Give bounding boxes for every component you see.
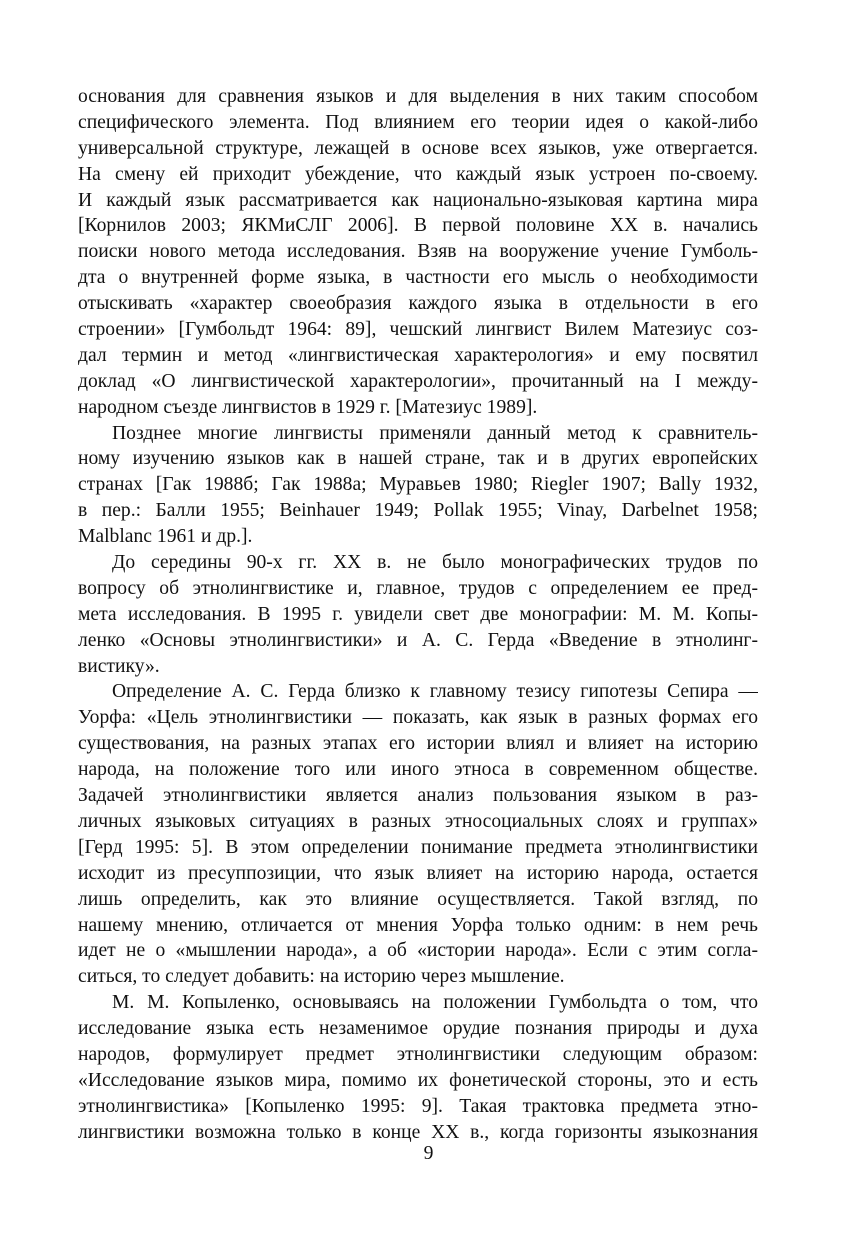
text-line: личных языковых ситуациях в разных этносоциальных слоях и группах» — [78, 810, 758, 832]
text-line: специфического элемента. Под влиянием его теории идея о какой-либо — [78, 111, 758, 133]
paragraph-5 — [78, 990, 758, 1145]
text-line: исследование языка есть незаменимое орудие познания природы и духа — [78, 1018, 758, 1040]
text-line: идет не о «мышлении народа», а об «истории народа». Если с этим согла- — [78, 940, 758, 962]
text-line: исходит из пресуппозиции, что язык влияет на историю народа, остается — [78, 862, 758, 884]
text-line: странах [Гак 1988б; Гак 1988а; Муравьев 1980; Riegler 1907; Bally 1932, — [78, 474, 758, 496]
text-line: Задачей этнолингвистики является анализ пользования языком в раз- — [78, 785, 758, 807]
text-line: На смену ей приходит убеждение, что каждый язык устроен по-своему. — [78, 163, 758, 185]
text-line: в пер.: Балли 1955; Beinhauer 1949; Pollak 1955; Vinay, Darbelnet 1958; — [78, 500, 758, 522]
text-line: нашему мнению, отличается от мнения Уорфа только одним: в нем речь — [78, 914, 758, 936]
text-line: основания для сравнения языков и для выделения в них таким способом — [78, 86, 758, 107]
text-line: [Герд 1995: 5]. В этом определении понимание предмета этнолингвистики — [78, 836, 758, 858]
text-line: М. М. Копыленко, основываясь на положении Гумбольдта о том, что — [112, 992, 758, 1014]
text-line: [Корнилов 2003; ЯКМиСЛГ 2006]. В первой половине XX в. начались — [78, 215, 758, 237]
text-line: народов, формулирует предмет этнолингвистики следующим образом: — [78, 1043, 758, 1065]
text-line: Позднее многие лингвисты применяли данный метод к сравнитель- — [112, 422, 758, 444]
text-line: дта о внутренней форме языка, в частности его мысль о необходимости — [78, 267, 758, 289]
text-line: народа, на положение того или иного этноса в современном обществе. — [78, 759, 758, 781]
text-line: лишь определить, как это влияние осуществляется. Такой взгляд, по — [78, 888, 758, 910]
paragraph-1 — [78, 84, 758, 421]
text-line: Malblanc 1961 и др.]. — [78, 526, 253, 548]
text-line: До середины 90-х гг. XX в. не было монографических трудов по — [112, 552, 758, 574]
text-line: вопросу об этнолингвистике и, главное, трудов с определением ее пред- — [78, 577, 758, 599]
paragraph-4 — [78, 679, 758, 990]
text-line: этнолингвистика» [Копыленко 1995: 9]. Такая трактовка предмета этно- — [78, 1095, 758, 1117]
text-line: вистику». — [78, 655, 160, 677]
text-line: ситься, то следует добавить: на историю через мышление. — [78, 966, 565, 988]
paragraph-2 — [78, 421, 758, 550]
text-line: И каждый язык рассматривается как национально-языковая картина мира — [78, 189, 758, 211]
text-line: «Исследование языков мира, помимо их фонетической стороны, это и есть — [78, 1069, 758, 1091]
page-number: 9 — [423, 1143, 434, 1164]
text-line: лингвистики возможна только в конце XX в., когда горизонты языкознания — [78, 1121, 758, 1143]
text-line: мета исследования. В 1995 г. увидели свет две монографии: М. М. Копы- — [78, 603, 758, 625]
text-line: Уорфа: «Цель этнолингвистики — показать, как язык в разных формах его — [78, 707, 758, 729]
text-line: ленко «Основы этнолингвистики» и А. С. Герда «Введение в этнолинг- — [78, 629, 758, 651]
paragraph-3 — [78, 550, 758, 679]
text-line: универсальной структуре, лежащей в основе всех языков, уже отвергается. — [78, 137, 758, 159]
text-line: ному изучению языков как в нашей стране, так и в других европейских — [78, 448, 758, 470]
text-line: Определение А. С. Герда близко к главному тезису гипотезы Сепира — — [112, 681, 758, 703]
text-line: дал термин и метод «лингвистическая характерология» и ему посвятил — [78, 344, 758, 366]
text-line: народном съезде лингвистов в 1929 г. [Матезиус 1989]. — [78, 396, 538, 418]
text-line: существования, на разных этапах его истории влиял и влияет на историю — [78, 733, 758, 755]
text-line: отыскивать «характер своеобразия каждого языка в отдельности в его — [78, 293, 758, 315]
text-line: строении» [Гумбольдт 1964: 89], чешский лингвист Вилем Матезиус соз- — [78, 319, 758, 341]
page-body — [78, 84, 758, 1146]
text-line: доклад «О лингвистической характерологии», прочитанный на I между- — [78, 370, 758, 392]
text-line: поиски нового метода исследования. Взяв на вооружение учение Гумболь- — [78, 241, 758, 263]
